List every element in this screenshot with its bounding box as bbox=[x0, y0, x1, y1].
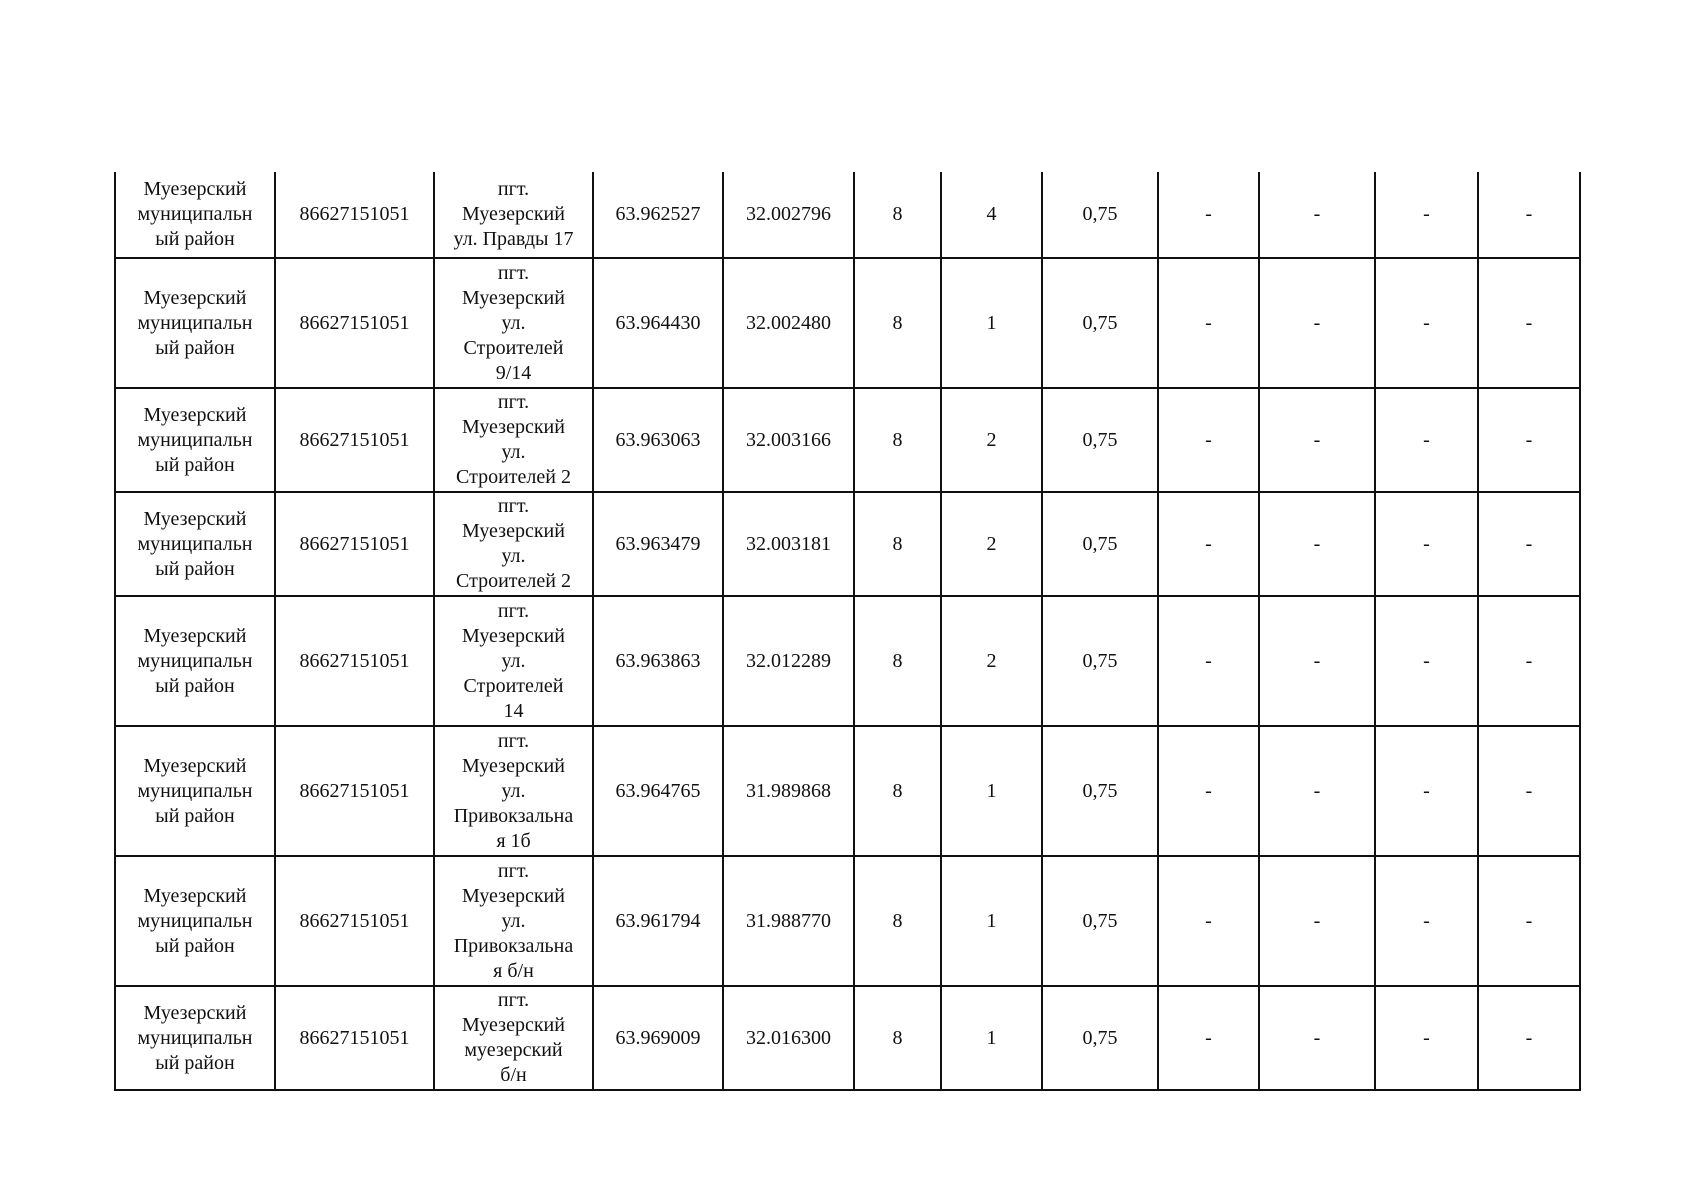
col11-cell: - bbox=[1375, 172, 1478, 258]
table-row bbox=[115, 492, 1580, 596]
address-cell: пгт. Муезерский муезерский б/н bbox=[434, 986, 593, 1090]
table-row bbox=[115, 258, 1580, 388]
district-cell: Муезерский муниципальн ый район bbox=[115, 492, 275, 596]
col10-cell: - bbox=[1259, 258, 1375, 388]
col9-cell: - bbox=[1158, 726, 1259, 856]
col12-cell: - bbox=[1478, 986, 1580, 1090]
col11-cell: - bbox=[1375, 258, 1478, 388]
col12-cell: - bbox=[1478, 388, 1580, 492]
col9-cell: - bbox=[1158, 258, 1259, 388]
longitude-cell: 32.003166 bbox=[723, 388, 854, 492]
col6-cell: 8 bbox=[854, 856, 941, 986]
address-cell: пгт. Муезерский ул. Строителей 9/14 bbox=[434, 258, 593, 388]
latitude-cell: 63.969009 bbox=[593, 986, 723, 1090]
longitude-cell: 32.002796 bbox=[723, 172, 854, 258]
col7-cell: 2 bbox=[941, 388, 1042, 492]
col12-cell: - bbox=[1478, 492, 1580, 596]
col10-cell: - bbox=[1259, 596, 1375, 726]
col8-cell: 0,75 bbox=[1042, 726, 1158, 856]
col6-cell: 8 bbox=[854, 388, 941, 492]
table-row bbox=[115, 172, 1580, 258]
district-cell: Муезерский муниципальн ый район bbox=[115, 726, 275, 856]
col8-cell: 0,75 bbox=[1042, 856, 1158, 986]
address-cell: пгт. Муезерский ул. Привокзальна я б/н bbox=[434, 856, 593, 986]
col10-cell: - bbox=[1259, 492, 1375, 596]
address-cell: пгт. Муезерский ул. Строителей 14 bbox=[434, 596, 593, 726]
table-row bbox=[115, 388, 1580, 492]
col9-cell: - bbox=[1158, 986, 1259, 1090]
col9-cell: - bbox=[1158, 856, 1259, 986]
oktmo-cell: 86627151051 bbox=[275, 856, 434, 986]
latitude-cell: 63.962527 bbox=[593, 172, 723, 258]
col9-cell: - bbox=[1158, 388, 1259, 492]
col8-cell: 0,75 bbox=[1042, 172, 1158, 258]
col11-cell: - bbox=[1375, 726, 1478, 856]
col12-cell: - bbox=[1478, 258, 1580, 388]
latitude-cell: 63.963479 bbox=[593, 492, 723, 596]
data-table bbox=[114, 172, 1581, 1091]
latitude-cell: 63.963063 bbox=[593, 388, 723, 492]
col6-cell: 8 bbox=[854, 258, 941, 388]
col11-cell: - bbox=[1375, 596, 1478, 726]
col6-cell: 8 bbox=[854, 986, 941, 1090]
district-cell: Муезерский муниципальн ый район bbox=[115, 856, 275, 986]
col10-cell: - bbox=[1259, 388, 1375, 492]
col8-cell: 0,75 bbox=[1042, 986, 1158, 1090]
col11-cell: - bbox=[1375, 856, 1478, 986]
longitude-cell: 32.002480 bbox=[723, 258, 854, 388]
district-cell: Муезерский муниципальн ый район bbox=[115, 986, 275, 1090]
longitude-cell: 32.003181 bbox=[723, 492, 854, 596]
col7-cell: 4 bbox=[941, 172, 1042, 258]
col10-cell: - bbox=[1259, 172, 1375, 258]
col7-cell: 1 bbox=[941, 726, 1042, 856]
table-row bbox=[115, 596, 1580, 726]
address-cell: пгт. Муезерский ул. Привокзальна я 1б bbox=[434, 726, 593, 856]
longitude-cell: 31.988770 bbox=[723, 856, 854, 986]
latitude-cell: 63.964430 bbox=[593, 258, 723, 388]
latitude-cell: 63.963863 bbox=[593, 596, 723, 726]
col12-cell: - bbox=[1478, 596, 1580, 726]
latitude-cell: 63.964765 bbox=[593, 726, 723, 856]
col7-cell: 1 bbox=[941, 258, 1042, 388]
oktmo-cell: 86627151051 bbox=[275, 492, 434, 596]
table-row bbox=[115, 856, 1580, 986]
col6-cell: 8 bbox=[854, 726, 941, 856]
col7-cell: 1 bbox=[941, 856, 1042, 986]
col9-cell: - bbox=[1158, 172, 1259, 258]
col6-cell: 8 bbox=[854, 596, 941, 726]
oktmo-cell: 86627151051 bbox=[275, 388, 434, 492]
address-cell: пгт. Муезерский ул. Строителей 2 bbox=[434, 492, 593, 596]
col12-cell: - bbox=[1478, 172, 1580, 258]
col10-cell: - bbox=[1259, 986, 1375, 1090]
col8-cell: 0,75 bbox=[1042, 388, 1158, 492]
col7-cell: 1 bbox=[941, 986, 1042, 1090]
oktmo-cell: 86627151051 bbox=[275, 726, 434, 856]
col7-cell: 2 bbox=[941, 492, 1042, 596]
district-cell: Муезерский муниципальн ый район bbox=[115, 388, 275, 492]
district-cell: Муезерский муниципальн ый район bbox=[115, 258, 275, 388]
table-row bbox=[115, 726, 1580, 856]
oktmo-cell: 86627151051 bbox=[275, 172, 434, 258]
longitude-cell: 32.012289 bbox=[723, 596, 854, 726]
address-cell: пгт. Муезерский ул. Правды 17 bbox=[434, 172, 593, 258]
col11-cell: - bbox=[1375, 388, 1478, 492]
col9-cell: - bbox=[1158, 492, 1259, 596]
district-cell: Муезерский муниципальн ый район bbox=[115, 172, 275, 258]
col8-cell: 0,75 bbox=[1042, 492, 1158, 596]
oktmo-cell: 86627151051 bbox=[275, 258, 434, 388]
col10-cell: - bbox=[1259, 726, 1375, 856]
longitude-cell: 31.989868 bbox=[723, 726, 854, 856]
col11-cell: - bbox=[1375, 492, 1478, 596]
oktmo-cell: 86627151051 bbox=[275, 986, 434, 1090]
district-cell: Муезерский муниципальн ый район bbox=[115, 596, 275, 726]
col10-cell: - bbox=[1259, 856, 1375, 986]
col12-cell: - bbox=[1478, 856, 1580, 986]
oktmo-cell: 86627151051 bbox=[275, 596, 434, 726]
col8-cell: 0,75 bbox=[1042, 596, 1158, 726]
col9-cell: - bbox=[1158, 596, 1259, 726]
latitude-cell: 63.961794 bbox=[593, 856, 723, 986]
col11-cell: - bbox=[1375, 986, 1478, 1090]
col6-cell: 8 bbox=[854, 172, 941, 258]
table-row bbox=[115, 986, 1580, 1090]
longitude-cell: 32.016300 bbox=[723, 986, 854, 1090]
col12-cell: - bbox=[1478, 726, 1580, 856]
col8-cell: 0,75 bbox=[1042, 258, 1158, 388]
col6-cell: 8 bbox=[854, 492, 941, 596]
col7-cell: 2 bbox=[941, 596, 1042, 726]
address-cell: пгт. Муезерский ул. Строителей 2 bbox=[434, 388, 593, 492]
